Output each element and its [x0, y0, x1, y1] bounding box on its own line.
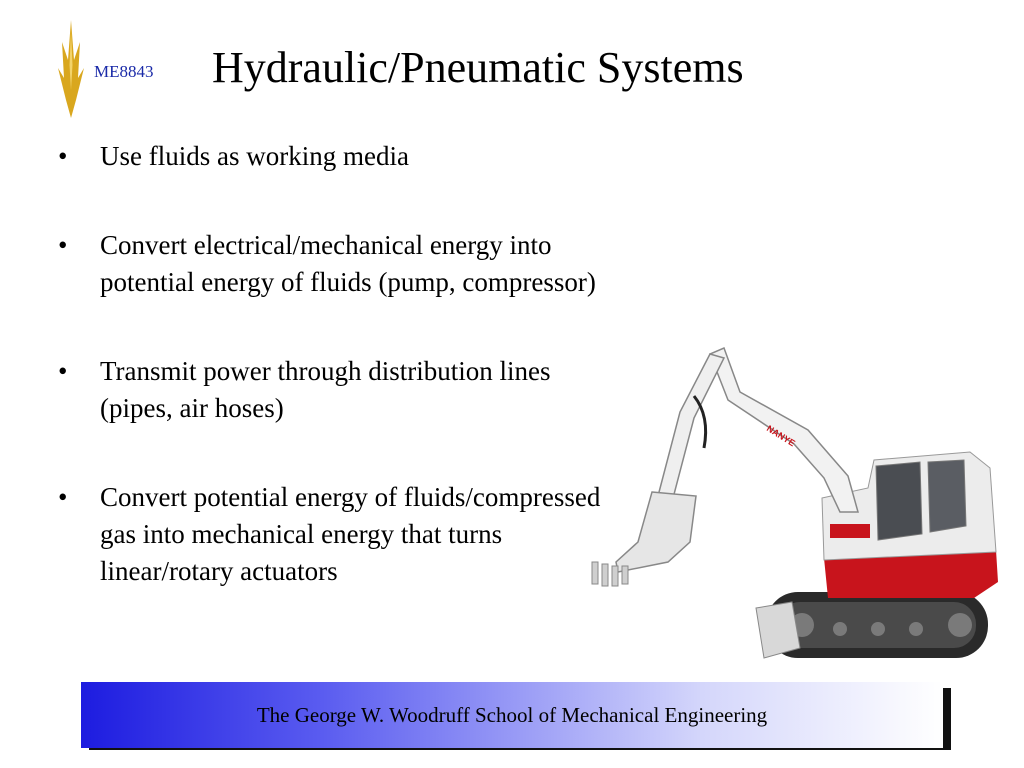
- flame-logo-icon: [56, 20, 86, 118]
- footer-banner: [81, 682, 943, 748]
- bullet-line: linear/rotary actuators: [100, 556, 338, 586]
- bullet-line: gas into mechanical energy that turns: [100, 519, 503, 549]
- bullet-dot: •: [58, 482, 68, 512]
- bullet-item: [56, 138, 756, 175]
- bullet-item: [56, 227, 756, 301]
- bullet-line: Use fluids as working media: [100, 141, 409, 171]
- bullet-dot: •: [58, 356, 68, 386]
- bullet-line: Convert potential energy of fluids/compressed: [100, 482, 601, 512]
- bullet-dot: •: [58, 141, 68, 171]
- slide-title: Hydraulic/Pneumatic Systems: [212, 43, 744, 92]
- bullet-line: potential energy of fluids (pump, compressor): [100, 267, 596, 297]
- course-code: ME8843: [94, 62, 154, 81]
- bullet-line: Transmit power through distribution lines: [100, 356, 551, 386]
- bullet-line: (pipes, air hoses): [100, 393, 284, 423]
- bullet-line: Convert electrical/mechanical energy into: [100, 230, 552, 260]
- bullet-dot: •: [58, 230, 68, 260]
- footer-text: The George W. Woodruff School of Mechanical Engineering: [256, 702, 768, 727]
- excavator-image: [578, 336, 1014, 670]
- boom-brand-text: NANYE: [764, 423, 797, 449]
